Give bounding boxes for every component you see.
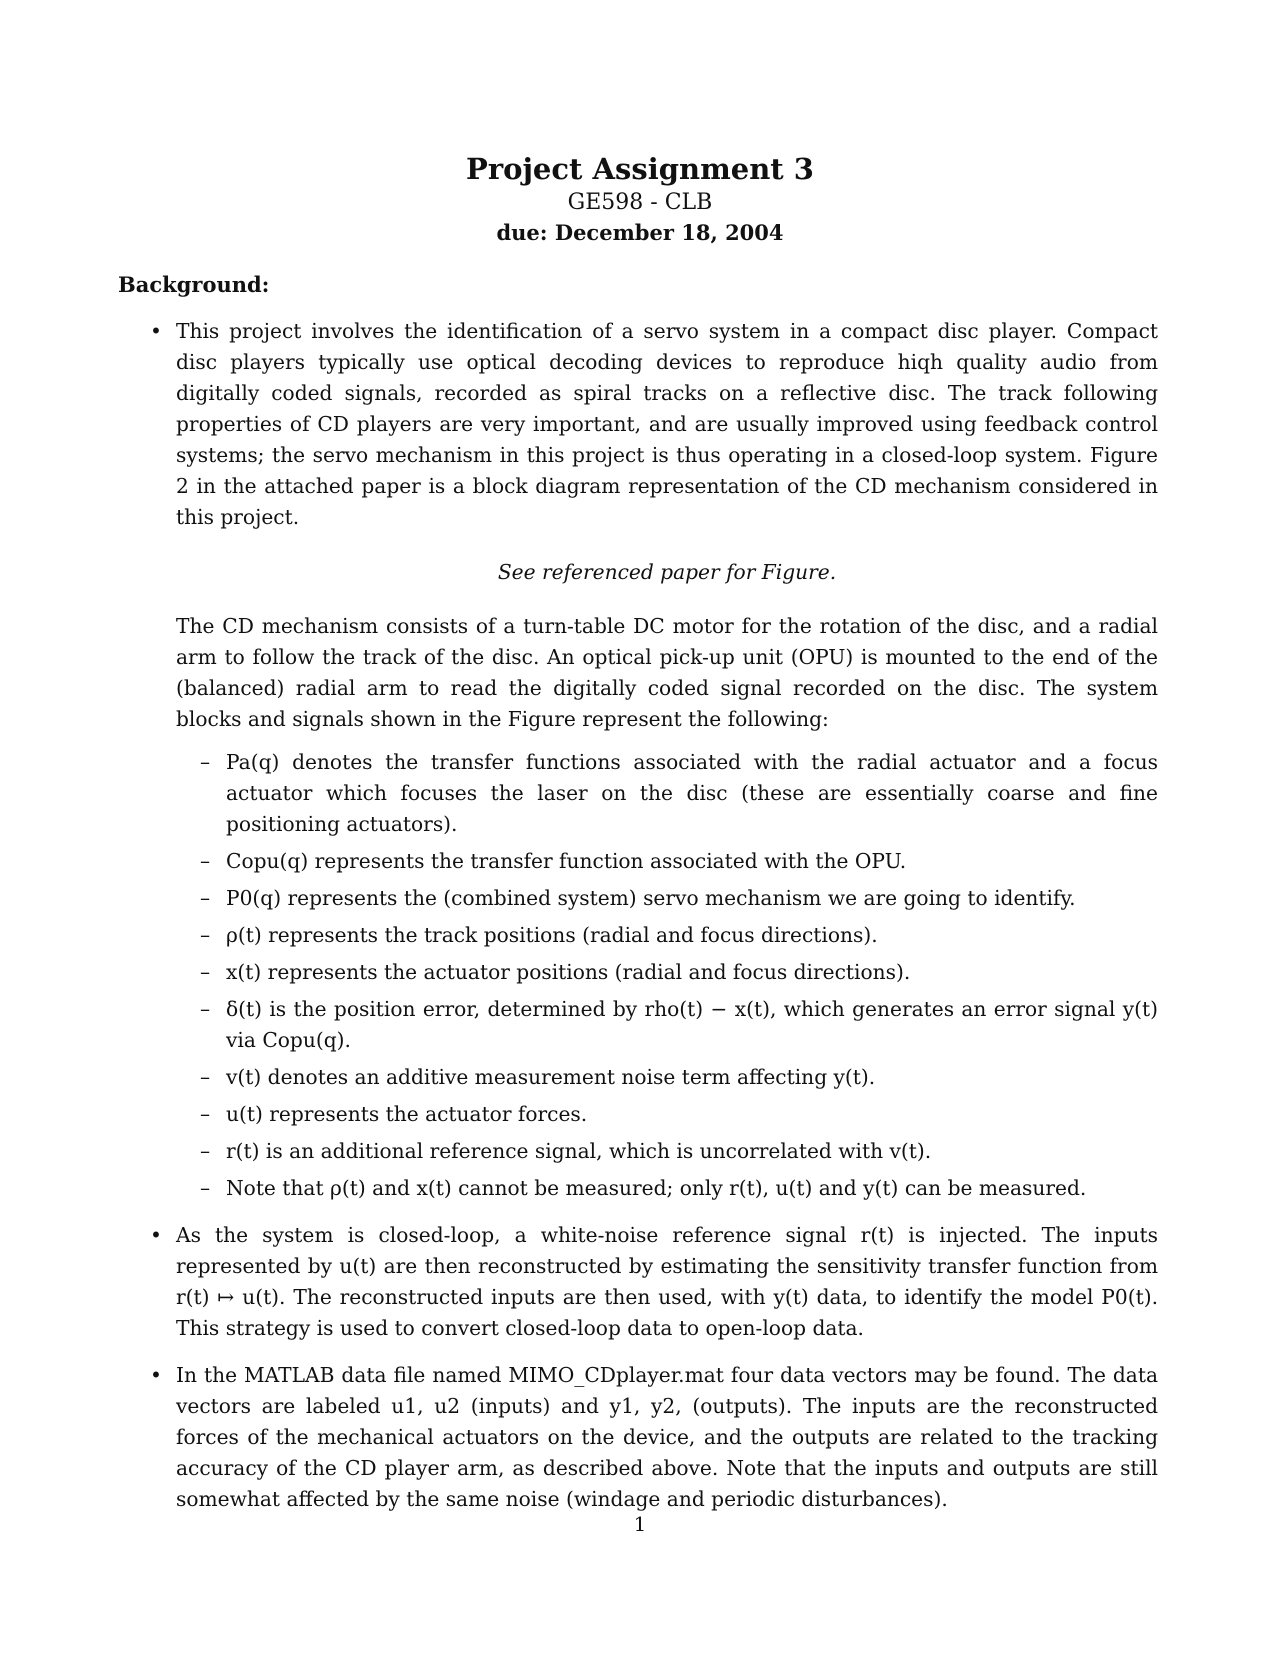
dash-marker: – [200,849,211,873]
list-item [176,994,1158,1056]
bullet-paragraph: The CD mechanism consists of a turn-table DC motor for the rotation of the disc, and a radial arm to follow the track of the disc. An optical pick-up unit (OPU) is mounted to the end of the (balanced) radial arm to read the digitally coded signal recorded on the disc. The system blocks and signals shown in the Figure represent the following: [176,614,1158,731]
list-item [176,1136,1158,1167]
list-item-text: ρ(t) represents the track positions (radial and focus directions). [226,923,878,947]
page-number: 1 [633,1512,647,1536]
course-code: GE598 - CLB [567,189,713,215]
list-item-text: u(t) represents the actuator forces. [226,1102,588,1126]
page-title: Project Assignment 3 [466,152,814,186]
list-item-text: x(t) represents the actuator positions (radial and focus directions). [226,960,911,984]
dash-marker: – [200,1102,211,1126]
list-item-text: P0(q) represents the (combined system) servo mechanism we are going to identify. [226,886,1076,910]
due-date: due: December 18, 2004 [496,220,784,246]
list-item [176,747,1158,840]
section-heading: Background: [118,272,270,297]
bullet-item [148,316,1158,1204]
dash-marker: – [200,1176,211,1200]
bullet-paragraph: As the system is closed-loop, a white-noise reference signal r(t) is injected. The inputs represented by u(t) are then reconstructed by estimating the sensitivity transfer function from r(t) ↦ u(t). The reconstructed inputs are then used, with y(t) data, to identify the model P0(t). This strategy is used to convert closed-loop data to open-loop data. [176,1223,1158,1340]
list-item [176,957,1158,988]
bullet-paragraph: In the MATLAB data file named MIMO_CDplayer.mat four data vectors may be found. The data vectors are labeled u1, u2 (inputs) and y1, y2, (outputs). The inputs are the reconstructed forces of the mechanical actuators on the device, and the outputs are related to the tracking accuracy of the CD player arm, as described above. Note that the inputs and outputs are still somewhat affected by the same noise (windage and periodic disturbances). [176,1363,1158,1511]
list-item [176,883,1158,914]
dash-marker: – [200,997,211,1021]
list-item [176,1062,1158,1093]
list-item [176,1173,1158,1204]
bullet-marker: • [150,1363,162,1387]
bullet-paragraph: This project involves the identification of a servo system in a compact disc player. Compact disc players typically use optical decoding devices to reproduce hiqh quality audio from digitally coded signals, recorded as spiral tracks on a reflective disc. The track following properties of CD players are very important, and are usually improved using feedback control systems; the servo mechanism in this project is thus operating in a closed-loop system. Figure 2 in the attached paper is a block diagram representation of the CD mechanism considered in this project. [176,319,1158,529]
list-item-text: Copu(q) represents the transfer function associated with the OPU. [226,849,907,873]
document-header [0,152,1280,247]
bullet-item [148,1220,1158,1344]
dash-marker: – [200,923,211,947]
dash-marker: – [200,960,211,984]
list-item-text: v(t) denotes an additive measurement noise term affecting y(t). [226,1065,876,1089]
bullet-item [148,1360,1158,1515]
dash-marker: – [200,1065,211,1089]
list-item-text: r(t) is an additional reference signal, which is uncorrelated with v(t). [226,1139,932,1163]
list-item [176,920,1158,951]
dash-marker: – [200,750,211,774]
list-item-text: δ(t) is the position error, determined by rho(t) − x(t), which generates an error signal y(t) via Copu(q). [226,997,1158,1052]
list-item-text: Note that ρ(t) and x(t) cannot be measured; only r(t), u(t) and y(t) can be measured. [226,1176,1087,1200]
dash-marker: – [200,886,211,910]
background-section [148,316,1158,1531]
signal-definition-list [176,747,1158,1204]
list-item [176,1099,1158,1130]
dash-marker: – [200,1139,211,1163]
list-item [176,846,1158,877]
list-item-text: Pa(q) denotes the transfer functions associated with the radial actuator and a focus actuator which focuses the laser on the disc (these are essentially coarse and fine positioning actuators). [226,750,1158,836]
bullet-marker: • [150,319,162,343]
figure-note: See referenced paper for Figure. [497,560,837,584]
bullet-marker: • [150,1223,162,1247]
